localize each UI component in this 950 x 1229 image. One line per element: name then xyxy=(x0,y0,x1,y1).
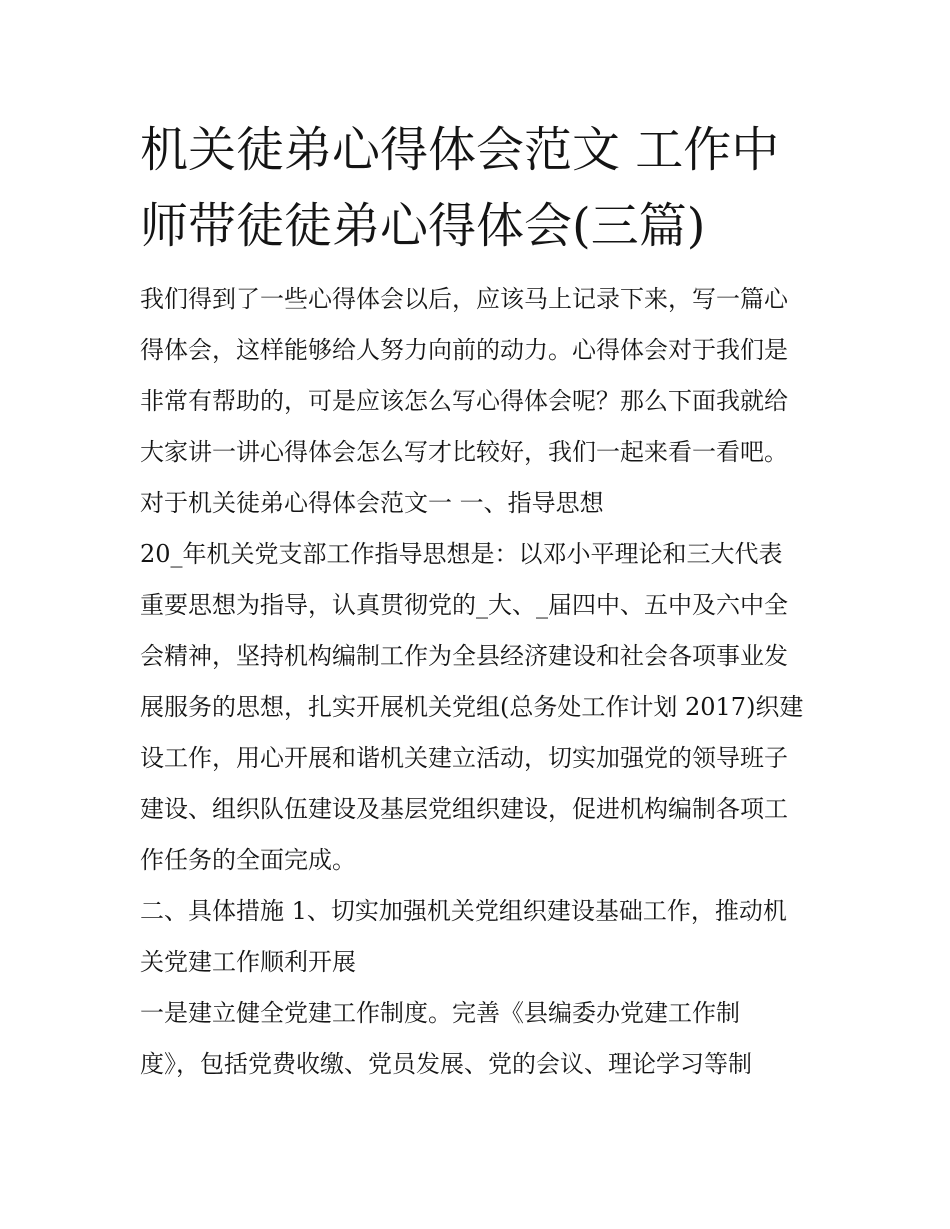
body-line: 20_年机关党支部工作指导思想是：以邓小平理论和三大代表 xyxy=(140,540,783,568)
body-line: 重要思想为指导，认真贯彻党的_大、_届四中、五中及六中全 xyxy=(140,591,788,619)
title-line: 师带徒徒弟心得体会(三篇) xyxy=(140,198,706,254)
body-line: 非常有帮助的，可是应该怎么写心得体会呢？那么下面我就给 xyxy=(140,387,788,415)
section-heading-line: 对于机关徒弟心得体会范文一 一、指导思想 xyxy=(140,489,604,517)
body-line: 会精神，坚持机构编制工作为全县经济建设和社会各项事业发 xyxy=(140,642,788,670)
body-line: 大家讲一讲心得体会怎么写才比较好，我们一起来看一看吧。 xyxy=(140,438,788,466)
body-line: 关党建工作顺利开展 xyxy=(140,948,356,976)
body-line: 展服务的思想，扎实开展机关党组(总务处工作计划 2017)织建 xyxy=(140,693,804,721)
body-line: 设工作，用心开展和谐机关建立活动，切实加强党的领导班子 xyxy=(140,744,788,772)
document-title xyxy=(140,112,820,264)
document-content xyxy=(140,112,820,1090)
body-line: 建设、组织队伍建设及基层党组织建设，促进机构编制各项工 xyxy=(140,795,788,823)
body-line: 作任务的全面完成。 xyxy=(140,846,356,874)
body-line: 我们得到了一些心得体会以后，应该马上记录下来，写一篇心 xyxy=(140,285,788,313)
document-body xyxy=(140,274,820,1090)
body-line: 得体会，这样能够给人努力向前的动力。心得体会对于我们是 xyxy=(140,336,788,364)
body-line: 度》，包括党费收缴、党员发展、党的会议、理论学习等制 xyxy=(140,1050,752,1078)
body-line: 一是建立健全党建工作制度。完善《县编委办党建工作制 xyxy=(140,999,740,1027)
section-heading-line: 二、具体措施 1、切实加强机关党组织建设基础工作，推动机 xyxy=(140,897,787,925)
title-line: 机关徒弟心得体会范文 工作中 xyxy=(140,122,780,178)
